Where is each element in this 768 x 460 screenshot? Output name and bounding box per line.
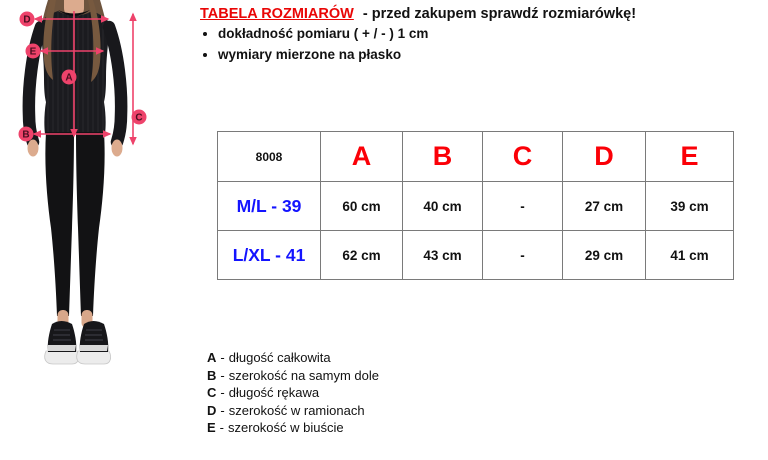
size-label: L/XL - 41 — [218, 231, 321, 280]
product-code: 8008 — [218, 132, 321, 182]
note-flat: • wymiary mierzone na płasko — [218, 47, 428, 63]
size-cell: 39 cm — [646, 182, 734, 231]
legend-item-d — [207, 404, 379, 417]
legend-label: szerokość w ramionach — [228, 402, 365, 418]
legend-separator: - — [220, 350, 225, 365]
size-cell: 27 cm — [563, 182, 646, 231]
sneaker-right — [77, 321, 111, 364]
column-header-e: E — [646, 132, 734, 182]
measure-badge-letter-c: C — [135, 112, 143, 124]
legend-label: długość rękawa — [228, 385, 320, 400]
legend-item-b — [207, 369, 379, 382]
column-header-c: C — [483, 132, 563, 182]
column-header-b: B — [403, 132, 483, 182]
legend-separator: - — [220, 367, 225, 383]
size-cell: 60 cm — [321, 182, 403, 231]
sneaker-left — [45, 321, 79, 364]
legend-separator: - — [220, 402, 225, 418]
model-figure-graphic — [0, 0, 190, 375]
measure-badge-letter-a: A — [65, 72, 73, 84]
legend-item-c — [207, 386, 379, 399]
legend-key: C — [207, 385, 217, 400]
legend-key: D — [207, 402, 217, 418]
legend-label: długość całkowita — [228, 350, 331, 365]
product-photo — [0, 0, 190, 375]
legend-item-a — [207, 351, 379, 364]
size-cell: 29 cm — [563, 231, 646, 280]
legend-label: szerokość na samym dole — [228, 367, 380, 383]
size-table-header-row — [218, 132, 734, 182]
measurement-legend — [207, 351, 379, 439]
page-title: TABELA ROZMIARÓW — [200, 6, 354, 22]
size-cell: - — [483, 182, 563, 231]
legend-key: A — [207, 350, 217, 365]
size-cell: 40 cm — [403, 182, 483, 231]
size-label: M/L - 39 — [218, 182, 321, 231]
size-cell: 62 cm — [321, 231, 403, 280]
page-subtitle: - przed zakupem sprawdź rozmiarówkę! — [362, 6, 637, 22]
model-hands — [28, 140, 123, 157]
sneakers — [45, 321, 111, 364]
size-row-lxl — [218, 231, 734, 280]
size-table — [217, 131, 734, 280]
legend-separator: - — [220, 385, 225, 400]
legend-label: szerokość w biuście — [228, 420, 344, 435]
legend-key: E — [207, 420, 216, 435]
measure-badge-letter-d: D — [23, 14, 31, 26]
size-row-ml — [218, 182, 734, 231]
measure-badge-letter-b: B — [22, 129, 30, 141]
legend-key: B — [207, 367, 217, 383]
legend-separator: - — [219, 420, 225, 435]
size-cell: - — [483, 231, 563, 280]
model-leggings — [45, 132, 104, 316]
size-cell: 41 cm — [646, 231, 734, 280]
column-header-d: D — [563, 132, 646, 182]
size-cell: 43 cm — [403, 231, 483, 280]
measure-badge-letter-e: E — [29, 46, 37, 58]
legend-item-e — [207, 421, 379, 434]
note-accuracy: • dokładność pomiaru ( + / - ) 1 cm — [218, 26, 428, 42]
headline — [200, 6, 636, 22]
column-header-a: A — [321, 132, 403, 182]
measurement-notes — [197, 26, 428, 68]
